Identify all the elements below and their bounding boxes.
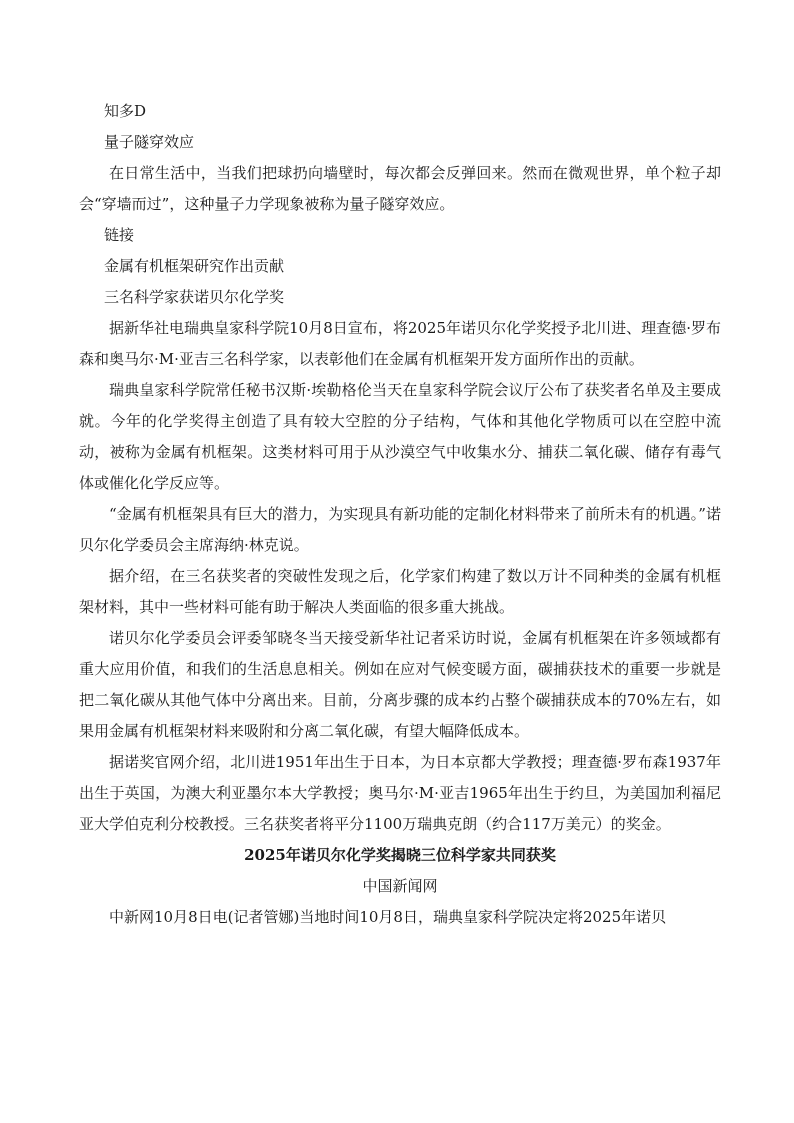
second-article-title: 2025年诺贝尔化学奖揭晓三位科学家共同获奖	[244, 846, 556, 864]
article-paragraph: “金属有机框架具有巨大的潜力，为实现具有新功能的定制化材料带来了前所未有的机遇。”诺贝尔化学委员会主席海纳·林克说。	[79, 505, 721, 554]
article-headline: 金属有机框架研究作出贡献	[104, 257, 285, 275]
article-paragraph: 据介绍，在三名获奖者的突破性发现之后，化学家们构建了数以万计不同种类的金属有机框架材料，其中一些材料可能有助于解决人类面临的很多重大挑战。	[79, 567, 721, 616]
document-body	[79, 96, 721, 933]
article-paragraph: 诺贝尔化学委员会评委邹晓冬当天接受新华社记者采访时说，金属有机框架在许多领域都有重大应用价值，和我们的生活息息相关。例如在应对气候变暖方面，碳捕获技术的重要一步就是把二氧化碳从其他气体中分离出来。目前，分离步骤的成本约占整个碳捕获成本的70%左右，如果用金属有机框架材料来吸附和分离二氧化碳，有望大幅降低成本。	[79, 629, 721, 740]
section-label: 知多D	[104, 102, 147, 120]
second-article-lead: 中新网10月8日电(记者管娜)当地时间10月8日，瑞典皇家科学院决定将2025年诺贝	[109, 908, 667, 926]
article-paragraph: 据诺奖官网介绍，北川进1951年出生于日本，为日本京都大学教授；理查德·罗布森1937年出生于英国，为澳大利亚墨尔本大学教授；奥马尔·M·亚吉1965年出生于约旦，为美国加利福尼亚大学伯克利分校教授。三名获奖者将平分1100万瑞典克朗（约合117万美元）的奖金。	[79, 753, 721, 833]
article-paragraph: 据新华社电瑞典皇家科学院10月8日宣布，将2025年诺贝尔化学奖授予北川进、理查德·罗布森和奥马尔·M·亚吉三名科学家，以表彰他们在金属有机框架开发方面所作出的贡献。	[79, 319, 721, 368]
article-paragraph: 瑞典皇家科学院常任秘书汉斯·埃勒格伦当天在皇家科学院会议厅公布了获奖者名单及主要成就。今年的化学奖得主创造了具有较大空腔的分子结构，气体和其他化学物质可以在空腔中流动，被称为金属有机框架。这类材料可用于从沙漠空气中收集水分、捕获二氧化碳、储存有毒气体或催化化学反应等。	[79, 381, 721, 492]
second-article-source: 中国新闻网	[362, 877, 438, 895]
article-subheadline: 三名科学家获诺贝尔化学奖	[104, 288, 285, 306]
topic-title: 量子隧穿效应	[104, 133, 195, 151]
link-label: 链接	[104, 226, 135, 244]
topic-body: 在日常生活中，当我们把球扔向墙壁时，每次都会反弹回来。然而在微观世界，单个粒子却会“穿墙而过”，这种量子力学现象被称为量子隧穿效应。	[79, 164, 721, 213]
